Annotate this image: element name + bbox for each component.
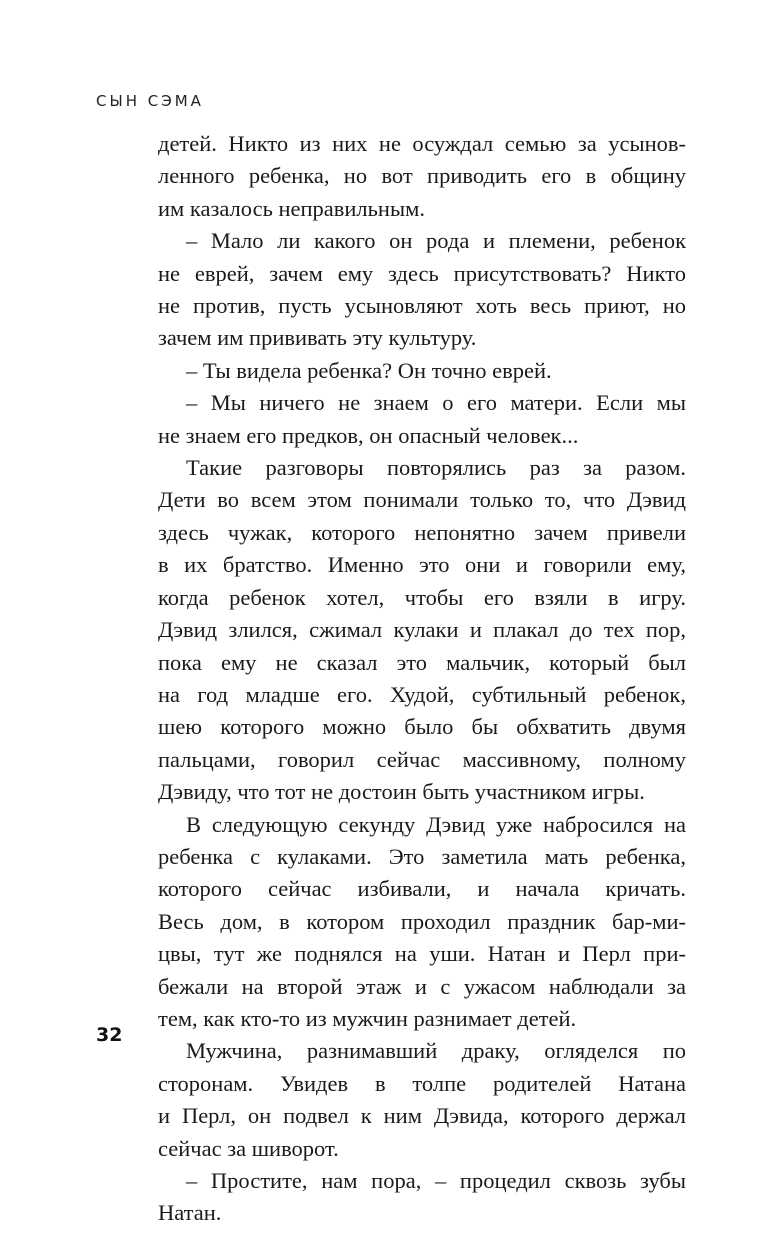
text-line: им казалось неправильным. [158, 195, 425, 221]
text-line: – Мы ничего не знаем о его матери. Если мы [186, 390, 686, 416]
text-line: сейчас за шиворот. [158, 1135, 339, 1161]
text-line: не против, пусть усыновляют хоть весь приют, но [158, 293, 686, 319]
text-line: Дэвид злился, сжимал кулаки и плакал до тех пор, [158, 617, 686, 643]
text-line: которого сейчас избивали, и начала кричать. [158, 876, 686, 902]
text-line: В следующую секунду Дэвид уже набросился на [186, 811, 686, 837]
text-line: Натан. [158, 1200, 222, 1226]
text-line: ребенка с кулаками. Это заметила мать ребенка, [158, 843, 686, 869]
text-line: здесь чужак, которого непонятно зачем привели [158, 519, 686, 545]
text-line: детей. Никто из них не осуждал семью за усынов- [158, 131, 686, 156]
text-line: Дэвиду, что тот не достоин быть участником игры. [158, 779, 645, 805]
text-line: зачем им прививать эту культуру. [158, 325, 477, 351]
text-line: Весь дом, в котором проходил праздник бар-ми- [158, 908, 686, 934]
text-line: в их братство. Именно это они и говорили ему, [158, 552, 686, 578]
text-line: пока ему не сказал это мальчик, который был [158, 649, 686, 675]
text-line: когда ребенок хотел, чтобы его взяли в игру. [158, 584, 686, 610]
text-line: шею которого можно было бы обхватить двумя [158, 714, 686, 740]
text-line: сторонам. Увидев в толпе родителей Натана [158, 1070, 686, 1096]
text-line: – Мало ли какого он рода и племени, ребенок [186, 228, 686, 254]
page-number: 32 [96, 1024, 123, 1046]
text-line: пальцами, говорил сейчас массивному, полному [158, 746, 686, 772]
text-line: тем, как кто-то из мужчин разнимает детей. [158, 1005, 577, 1031]
text-line: – Ты видела ребенка? Он точно еврей. [186, 357, 552, 383]
text-line: Мужчина, разнимавший драку, огляделся по [186, 1038, 686, 1064]
text-line: на год младше его. Худой, субтильный ребенок, [158, 681, 686, 707]
running-head: СЫН СЭМА [96, 92, 204, 110]
text-line: и Перл, он подвел к ним Дэвида, которого держал [158, 1103, 686, 1129]
text-line: цвы, тут же поднялся на уши. Натан и Перл при- [158, 941, 686, 967]
text-line: не еврей, зачем ему здесь присутствовать? Никто [158, 260, 686, 286]
text-line: бежали на второй этаж и с ужасом наблюдали за [158, 973, 686, 999]
text-line: Дети во всем этом понимали только то, что Дэвид [158, 487, 686, 513]
text-line: не знаем его предков, он опасный человек... [158, 422, 579, 448]
body-text [158, 128, 686, 1230]
text-line: – Простите, нам пора, – процедил сквозь зубы [186, 1168, 686, 1193]
text-line: Такие разговоры повторялись раз за разом. [186, 455, 686, 481]
text-line: ленного ребенка, но вот приводить его в общину [158, 163, 686, 189]
